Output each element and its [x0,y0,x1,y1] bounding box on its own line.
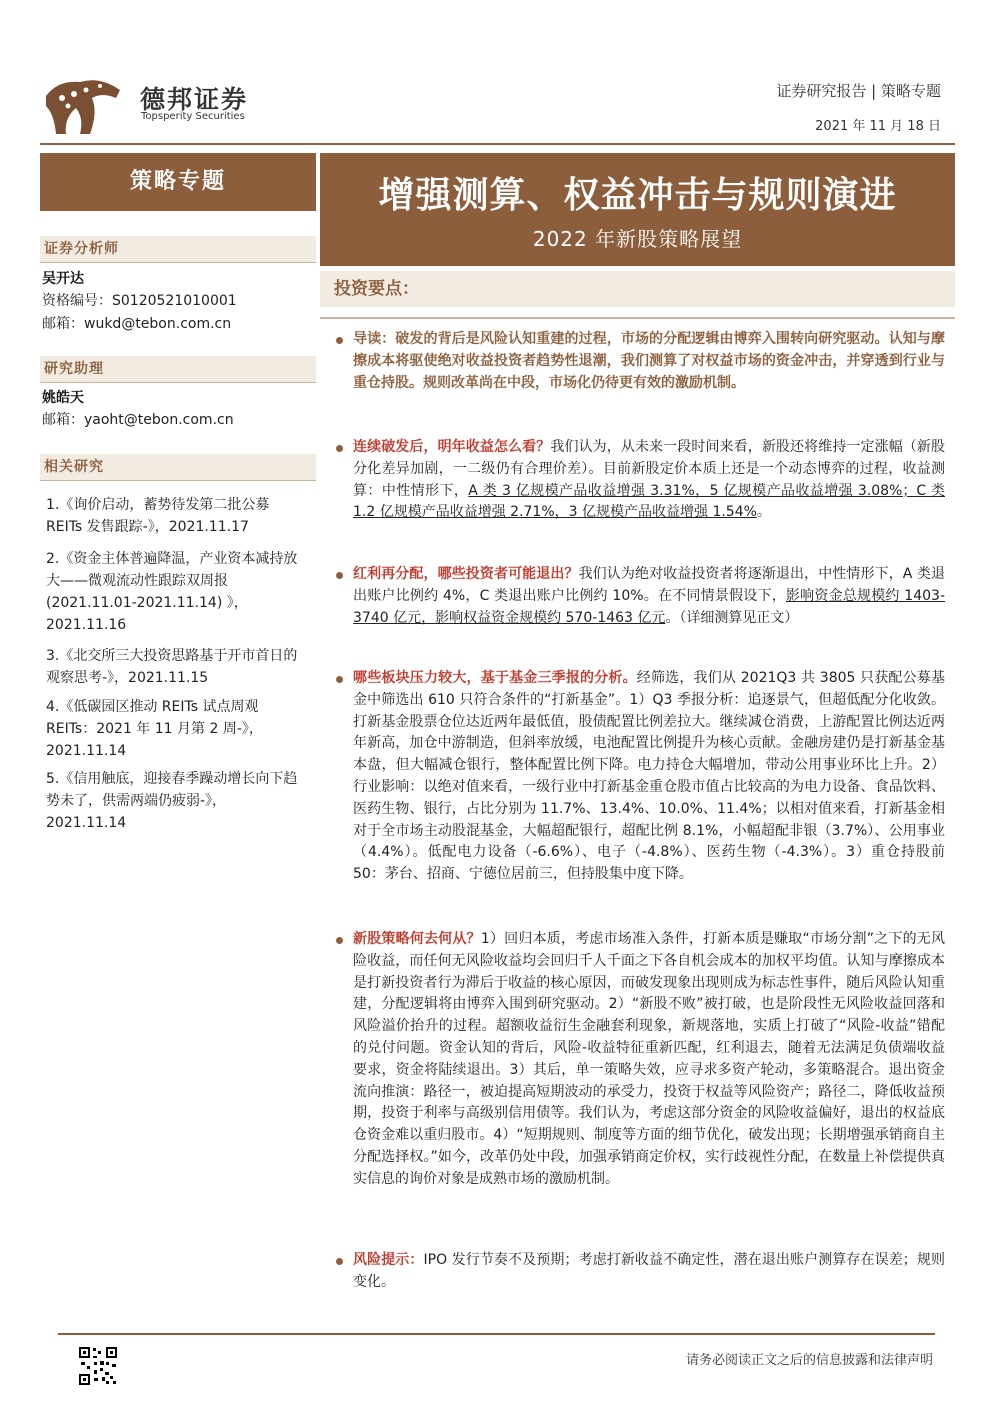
title-banner [320,153,955,266]
point-investors [353,564,945,629]
assistant-email[interactable]: 邮箱：yaoht@tebon.com.cn [42,412,234,428]
report-type: 证券研究报告 | 策略专题 [776,82,941,100]
analyst-certificate: 资格编号：S0120521010001 [42,293,237,309]
point-intro [353,329,945,394]
section-divider [40,382,316,383]
section-divider [40,480,316,481]
report-date: 2021 年 11 月 18 日 [815,119,941,134]
report-subtitle: 2022 年新股策略展望 [532,227,743,251]
bullet-icon [336,676,344,684]
point-text: 。（详细测算见正文） [665,609,799,626]
bullet-icon [336,337,344,345]
bullet-icon [336,937,344,945]
point-intro-text: 导读：破发的背后是风险认知重建的过程，市场的分配逻辑由博弈入围转向研究驱动。认知与摩擦成本将驱使绝对收益投资者趋势性退潮，我们测算了对权益市场的资金冲击，并穿透到行业与重仓持股。规则改革尚在中段，市场化仍待更有效的激励机制。 [353,331,945,391]
point-lead: 红利再分配，哪些投资者可能退出？ [353,566,579,582]
related-research-item[interactable]: 1.《询价启动，蓄势待发第二批公募REITs 发售跟踪-》，2021.11.17 [46,497,270,535]
analyst-heading: 证券分析师 [40,236,316,262]
section-divider [320,317,955,319]
related-research-item[interactable]: 2.《资金主体普遍降温，产业资本减持放大——微观流动性跟踪双周报(2021.11.01-2021.11.14) 》，2021.11.16 [46,551,298,633]
point-lead: 新股策略何去何从？ [353,931,481,947]
analyst-name: 吴开达 [42,271,84,287]
point-lead: 连续破发后，明年收益怎么看？ [353,439,551,455]
point-text: 我们认为绝对收益投资者将逐渐退出，中性情形下，A 类退出账户比例约 4%，C 类退出账户比例约 10%。在不同情景假设下， [353,566,946,604]
related-research-item[interactable]: 4.《低碳园区推动 REITs 试点周观REITs：2021 年 11 月第 2 周-》，2021.11.14 [46,699,263,759]
point-text: 经筛选，我们从 2021Q3 共 3805 只获配公募基金中筛选出 610 只符合条件的“打新基金”。1）Q3 季报分析：追逐景气，但超低配分化收敛。打新基金股票仓位达近两年最低值，股债配置比例差拉大。继续减仓消费，上游配置比例达近两年新高，加仓中游制造，但斜率放缓，电池配置比例提升为核心贡献。金融房建仍是打新基金基本盘，但大幅减仓银行，整体配置比例下降。电力持仓大幅增加，带动公用事业环比上升。2）行业影响：以绝对值来看，一级行业中打新基金重仓股市值占比较高的为电力设备、食品饮料、医药生物、银行，占比分别为 11.7%、13.4%、10.0%、11.4%；以相对值来看，打新基金相对于全市场主动股混基金，大幅超配银行，超配比例 8.1%，小幅超配非银（3.7%）、公用事业（4.4%）。低配电力设备（-6.6%）、电子（-4.8%）、医药生物（-4.3%）。3）重仓持股前 50：茅台、招商、宁德位居前三，但持股集中度下降。 [353,670,945,883]
assistant-name: 姚皓天 [42,390,84,406]
bullet-icon [336,445,344,453]
brand-name: 德邦证券 [140,85,249,114]
related-research-heading: 相关研究 [40,454,316,480]
bullet-icon [336,1258,344,1266]
brand-name-en: Topsperity Securities [141,111,245,122]
footer-divider [58,1333,935,1335]
bullet-icon [336,572,344,580]
point-underlined-text: A 类 3 亿规模产品收益增强 3.31%，5 亿规模产品收益增强 3.08%；C 类 1.2 亿规模产品收益增强 2.71%，3 亿规模产品收益增强 1.54% [353,482,945,521]
point-text: IPO 发行节奏不及预期；考虑打新收益不确定性，潜在退出账户测算存在误差；规则变化。 [353,1252,945,1290]
point-text: 我们认为，从未来一段时间来看，新股还将维持一定涨幅（新股分化差异加剧，一二级仍有合理价差）。目前新股定价本质上还是一个动态博弈的过程，收益测算：中性情形下， [353,439,946,499]
related-research-item[interactable]: 5.《信用触底，迎接春季躁动增长向下趋势未了，供需两端仍疲弱-》，2021.11.14 [46,771,298,831]
point-lead: 风险提示： [353,1252,424,1268]
header-divider [40,143,955,145]
point-returns [353,437,945,524]
point-text: 。 [756,504,771,521]
leopard-logo-icon [42,72,124,138]
report-category-tag: 策略专题 [40,153,316,211]
related-research-item[interactable]: 3.《北交所三大投资思路基于开市首日的观察思考-》，2021.11.15 [46,648,298,686]
point-risk [353,1250,945,1294]
section-divider [40,262,316,263]
point-underlined-text: 影响资金总规模约 1403-3740 亿元，影响权益资金规模约 570-1463 亿元 [353,587,945,626]
qr-code-icon [78,1346,118,1386]
report-title: 增强测算、权益冲击与规则演进 [378,175,897,216]
point-text: 1）回归本质，考虑市场准入条件，打新本质是赚取“市场分割”之下的无风险收益，而任何无风险收益均会回归千人千面之下各自机会成本的加权平均值。认知与摩擦成本是打新投资者行为滞后于收益的核心原因，而破发现象出现则成为标志性事件，随后风险认知重建，分配逻辑将由博弈入围到研究驱动。2）“新股不败”被打破，也是阶段性无风险收益回落和风险溢价抬升的过程。超额收益衍生金融套利现象，新规落地，实质上打破了“风险-收益”错配的兑付问题。资金认知的背后，风险-收益特征重新匹配，红利退去，随着无法满足负债端收益要求，资金将陆续退出。3）其后，单一策略失效，应寻求多资产轮动，多策略混合。退出资金流向推演：路径一，被迫提高短期波动的承受力，投资于权益等风险资产；路径二，降低收益预期，投资于利率与高级别信用债等。我们认为，考虑这部分资金的风险收益偏好，退出的权益底仓资金难以重归股市。4）“短期规则、制度等方面的细节优化，破发出现；长期增强承销商自主分配选择权。”如今，改革仍处中段，加强承销商定价权，实行歧视性分配，在数量上补偿提供真实信息的询价对象是成熟市场的激励机制。 [353,931,945,1187]
point-strategy [353,929,945,1191]
investment-points-heading: 投资要点： [320,271,955,307]
assistant-heading: 研究助理 [40,356,316,382]
point-sectors [353,668,945,886]
disclaimer-notice: 请务必阅读正文之后的信息披露和法律声明 [685,1353,933,1368]
point-lead: 哪些板块压力较大，基于基金三季报的分析。 [353,670,637,686]
analyst-email[interactable]: 邮箱：wukd@tebon.com.cn [42,316,232,332]
